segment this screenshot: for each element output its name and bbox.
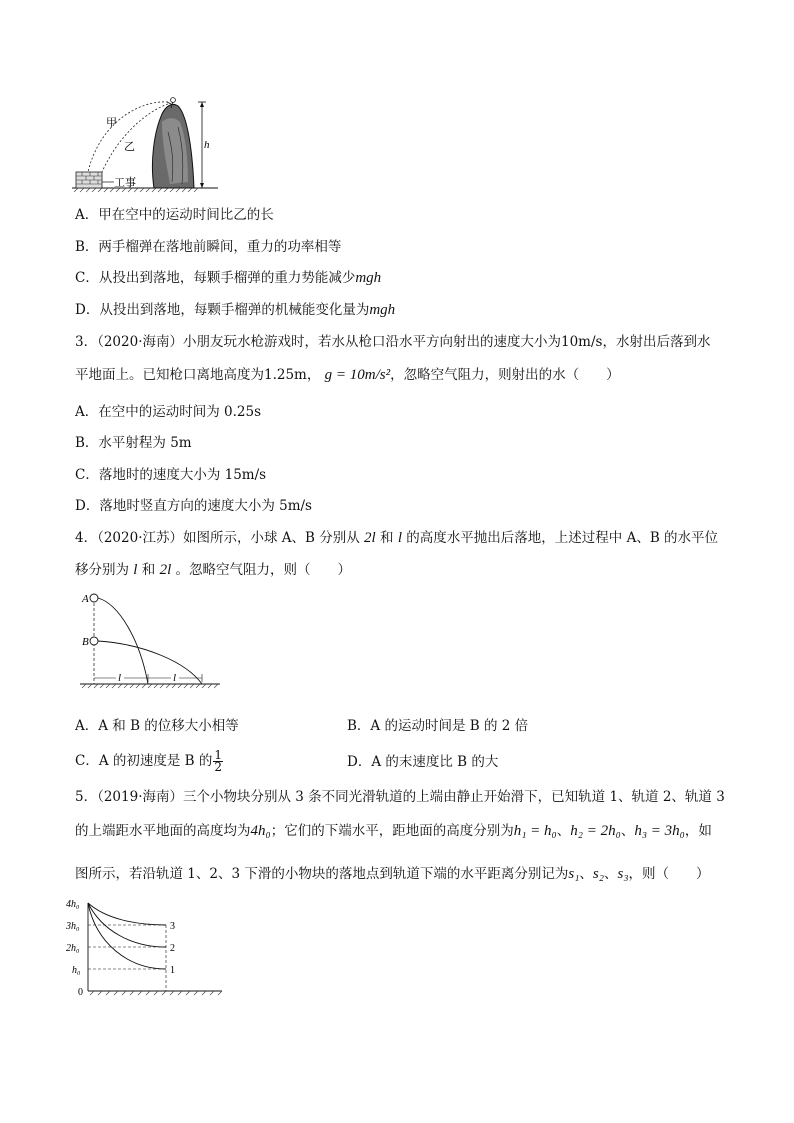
label-a: A (82, 593, 89, 605)
label-b: B (82, 636, 89, 648)
track-label-3: 3 (170, 921, 175, 932)
figure-three-tracks (66, 895, 226, 999)
q4-stem-line1: 4．（2020·江苏）如图所示，小球 A、B 分别从 2l 和 l 的高度水平抛出后落地，上述过程中 A、B 的水平位 (75, 530, 719, 546)
label-l1: l (118, 672, 122, 684)
figure-grenade-cliff (70, 92, 220, 196)
label-gongshi: 工事 (114, 177, 136, 189)
q3-stem-line1: 3．（2020·海南）小朋友玩水枪游戏时，若水从枪口沿水平方向射出的速度大小为10m/s，水射出后落到水 (75, 334, 711, 350)
q4-option-d: D．A 的末速度比 B 的大 (347, 754, 499, 770)
tick-h0: h₀ (72, 965, 81, 976)
tick-3h0: 3h₀ (66, 921, 80, 932)
height-label: h (204, 139, 210, 151)
tick-0: 0 (78, 987, 83, 998)
q3-option-a: A．在空中的运动时间为 0.25s (75, 404, 262, 420)
label-l2: l (173, 672, 177, 684)
track-label-2: 2 (170, 943, 175, 954)
tick-2h0: 2h₀ (66, 943, 80, 954)
label-jia: 甲 (106, 117, 117, 129)
q3-option-c: C．落地时的速度大小为 15m/s (75, 467, 267, 483)
q3-stem-line2: 平地面上。已知枪口离地高度为1.25m， g = 10m/s²，忽略空气阻力，则射出的水（ ） (75, 367, 620, 383)
q2-option-a: A．甲在空中的运动时间比乙的长 (75, 207, 274, 223)
q3-option-d: D．落地时竖直方向的速度大小为 5m/s (75, 498, 312, 514)
q5-stem-line2: 的上端距水平地面的高度均为4h₀；它们的下端水平，距地面的高度分别为h₁ = h₀、h₂ = 2h₀、h₃ = 3h₀，如 (75, 823, 712, 839)
q5-stem-line3: 图所示，若沿轨道 1、2、3 下滑的小物块的落地点到轨道下端的水平距离分别记为s₁、s₂、s₃，则（ ） (75, 866, 710, 882)
q4-option-b: B．A 的运动时间是 B 的 2 倍 (347, 718, 529, 734)
q4-option-a: A．A 和 B 的位移大小相等 (75, 718, 239, 734)
q2-option-c: C．从投出到落地，每颗手榴弹的重力势能减少mgh (75, 270, 382, 286)
q2-option-b: B．两手榴弹在落地前瞬间，重力的功率相等 (75, 239, 342, 255)
q4-option-c: C．A 的初速度是 B 的 $\frac{1}{2}$ (75, 748, 223, 774)
q3-option-b: B．水平射程为 5m (75, 435, 192, 451)
q5-stem-line1: 5．（2019·海南）三个小物块分别从 3 条不同光滑轨道的上端由静止开始滑下，已知轨道 1、轨道 2、轨道 3 (75, 789, 725, 805)
figure-projectiles-ab (74, 590, 224, 698)
q4-stem-line2: 移分别为 l 和 2l 。忽略空气阻力，则（ ） (75, 562, 352, 578)
tick-4h0: 4h₀ (66, 899, 80, 910)
track-label-1: 1 (170, 965, 175, 976)
label-yi: 乙 (124, 141, 135, 153)
q2-option-d: D．从投出到落地，每颗手榴弹的机械能变化量为mgh (75, 302, 396, 318)
